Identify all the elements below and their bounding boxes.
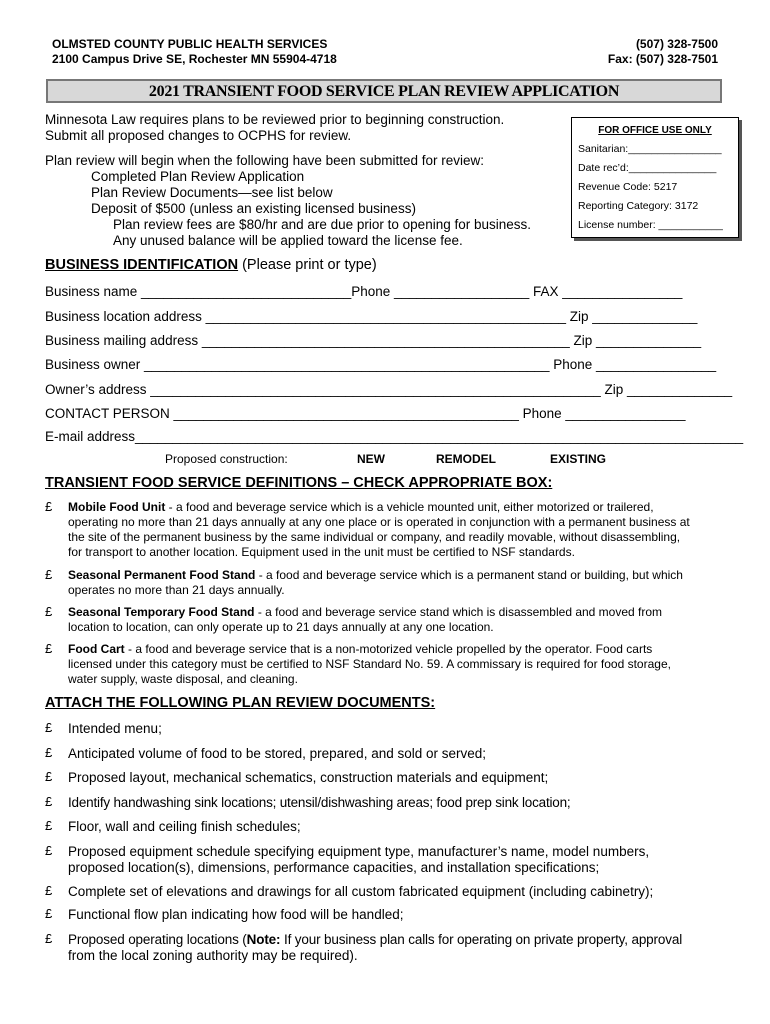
mobile-desc-1: - a food and beverage service which is a vehicle mounted unit, either motorized or trailered, (165, 500, 654, 514)
seasonal-temp-line-2: location to location, can only operate up to 21 days annually at any one location. (68, 620, 494, 634)
doc-6-line-2: proposed location(s), dimensions, performance capacities, and installation specifications; (68, 860, 600, 875)
doc-9-post: If your business plan calls for operating on private property, approval (280, 932, 683, 947)
reporting-category: Reporting Category: 3172 (578, 200, 699, 212)
seasonal-perm-desc-1: - a food and beverage service which is a permanent stand or building, but which (255, 568, 683, 582)
doc-9-line-2: from the local zoning authority may be required). (68, 948, 358, 963)
doc-7-text: Complete set of elevations and drawings for all custom fabricated equipment (including cabinetry); (68, 884, 654, 899)
contact-person-row[interactable]: CONTACT PERSON ______________________________________________ Phone ________________ (45, 406, 686, 421)
form-title: 2021 TRANSIENT FOOD SERVICE PLAN REVIEW APPLICATION (148, 83, 620, 100)
seasonal-temp-line-1 (68, 605, 662, 620)
doc-9-line-1 (68, 931, 682, 948)
office-use-box (571, 117, 739, 238)
mobile-def-line-2: operating no more than 21 days annually at any one place or is operated in conjunction with a permanent business at (68, 515, 690, 529)
construction-label: Proposed construction: (165, 452, 288, 466)
doc-2-checkbox[interactable]: £ (45, 745, 53, 760)
doc-8-text: Functional flow plan indicating how food will be handled; (68, 907, 404, 922)
seasonal-temporary-checkbox[interactable]: £ (45, 604, 53, 619)
construction-existing-option[interactable]: EXISTING (550, 452, 607, 466)
office-use-heading: FOR OFFICE USE ONLY (598, 125, 712, 136)
mobile-def-line-1 (68, 500, 654, 515)
definitions-heading: TRANSIENT FOOD SERVICE DEFINITIONS – CHECK APPROPRIATE BOX: (45, 475, 553, 491)
intro-item-3: Deposit of $500 (unless an existing licensed business) (91, 201, 416, 216)
seasonal-perm-line-1 (68, 568, 683, 583)
owner-address-row[interactable]: Owner’s address ____________________________________________________________ Zip ______________ (45, 382, 733, 397)
construction-new-option[interactable]: NEW (357, 452, 385, 466)
doc-9-checkbox[interactable]: £ (45, 931, 53, 946)
doc-2-text: Anticipated volume of food to be stored, prepared, and sold or served; (68, 746, 487, 761)
seasonal-temp-desc-1: - a food and beverage service stand which is disassembled and moved from (254, 605, 663, 619)
date-received-field: Date rec’d:_______________ (578, 162, 717, 174)
doc-9-note: Note: (246, 932, 281, 947)
doc-8-checkbox[interactable]: £ (45, 906, 53, 921)
cart-line-1 (68, 642, 652, 657)
email-row[interactable]: E-mail address_________________________________________________________________________________ (45, 429, 744, 444)
doc-1-checkbox[interactable]: £ (45, 720, 53, 735)
mobile-def-line-3: the site of the permanent business by the same individual or company, and readily movable, without disassembling, (68, 530, 681, 544)
form-title-bar (46, 79, 722, 103)
org-name: OLMSTED COUNTY PUBLIC HEALTH SERVICES (52, 37, 328, 51)
doc-4-text: Identify handwashing sink locations; utensil/dishwashing areas; food prep sink location; (68, 795, 571, 810)
intro-sub-1: Plan review fees are $80/hr and are due prior to opening for business. (113, 217, 532, 232)
doc-9-pre: Proposed operating locations ( (68, 932, 247, 947)
cart-line-2: licensed under this category must be certified to NSF Standard No. 59. A commissary is required for food storage, (68, 657, 671, 671)
doc-3-text: Proposed layout, mechanical schematics, construction materials and equipment; (68, 770, 549, 785)
business-heading: BUSINESS IDENTIFICATION (45, 257, 239, 273)
business-location-row[interactable]: Business location address ________________________________________________ Zip ______________ (45, 309, 698, 324)
business-heading-note: (Please print or type) (238, 257, 377, 273)
intro-line-3: Plan review will begin when the following have been submitted for review: (45, 153, 484, 168)
doc-7-checkbox[interactable]: £ (45, 883, 53, 898)
org-fax: Fax: (507) 328-7501 (607, 52, 718, 66)
intro-item-2: Plan Review Documents—see list below (91, 185, 333, 200)
intro-sub-2: Any unused balance will be applied toward the license fee. (113, 233, 463, 248)
doc-6-line-1: Proposed equipment schedule specifying equipment type, manufacturer’s name, model numbers, (68, 844, 650, 859)
seasonal-temp-term: Seasonal Temporary Food Stand (68, 605, 255, 619)
revenue-code: Revenue Code: 5217 (578, 181, 678, 193)
doc-5-text: Floor, wall and ceiling finish schedules; (68, 819, 301, 834)
business-owner-row[interactable]: Business owner ______________________________________________________ Phone ________________ (45, 357, 717, 372)
mobile-food-unit-checkbox[interactable]: £ (45, 499, 53, 514)
sanitarian-field: Sanitarian:________________ (578, 143, 722, 155)
seasonal-perm-term: Seasonal Permanent Food Stand (68, 568, 256, 582)
business-mailing-row[interactable]: Business mailing address _________________________________________________ Zip ______________ (45, 333, 702, 348)
business-section-heading (45, 257, 377, 273)
construction-remodel-option[interactable]: REMODEL (436, 452, 496, 466)
documents-heading: ATTACH THE FOLLOWING PLAN REVIEW DOCUMENTS: (45, 695, 436, 711)
intro-line-2: Submit all proposed changes to OCPHS for review. (45, 128, 352, 143)
mobile-def-line-4: for transport to another location. Equipment used in the unit must be certified to NSF standards. (68, 545, 575, 559)
cart-desc-1: - a food and beverage service that is a non-motorized vehicle propelled by the operator. Food carts (124, 642, 653, 656)
doc-6-checkbox[interactable]: £ (45, 843, 53, 858)
intro-item-1: Completed Plan Review Application (91, 169, 305, 184)
food-cart-checkbox[interactable]: £ (45, 641, 53, 656)
business-name-row[interactable]: Business name ____________________________Phone __________________ FAX ________________ (45, 284, 683, 299)
mobile-term: Mobile Food Unit (68, 500, 166, 514)
intro-line-1: Minnesota Law requires plans to be reviewed prior to beginning construction. (45, 112, 505, 127)
org-address: 2100 Campus Drive SE, Rochester MN 55904-4718 (52, 52, 337, 66)
org-phone: (507) 328-7500 (635, 37, 718, 51)
doc-4-checkbox[interactable]: £ (45, 794, 53, 809)
doc-5-checkbox[interactable]: £ (45, 818, 53, 833)
doc-1-text: Intended menu; (68, 721, 162, 736)
seasonal-permanent-checkbox[interactable]: £ (45, 567, 53, 582)
cart-term: Food Cart (68, 642, 125, 656)
seasonal-perm-line-2: operates no more than 21 days annually. (68, 583, 285, 597)
cart-line-3: water supply, waste disposal, and cleaning. (68, 672, 298, 686)
license-number-field: License number: ___________ (578, 219, 723, 231)
doc-3-checkbox[interactable]: £ (45, 769, 53, 784)
